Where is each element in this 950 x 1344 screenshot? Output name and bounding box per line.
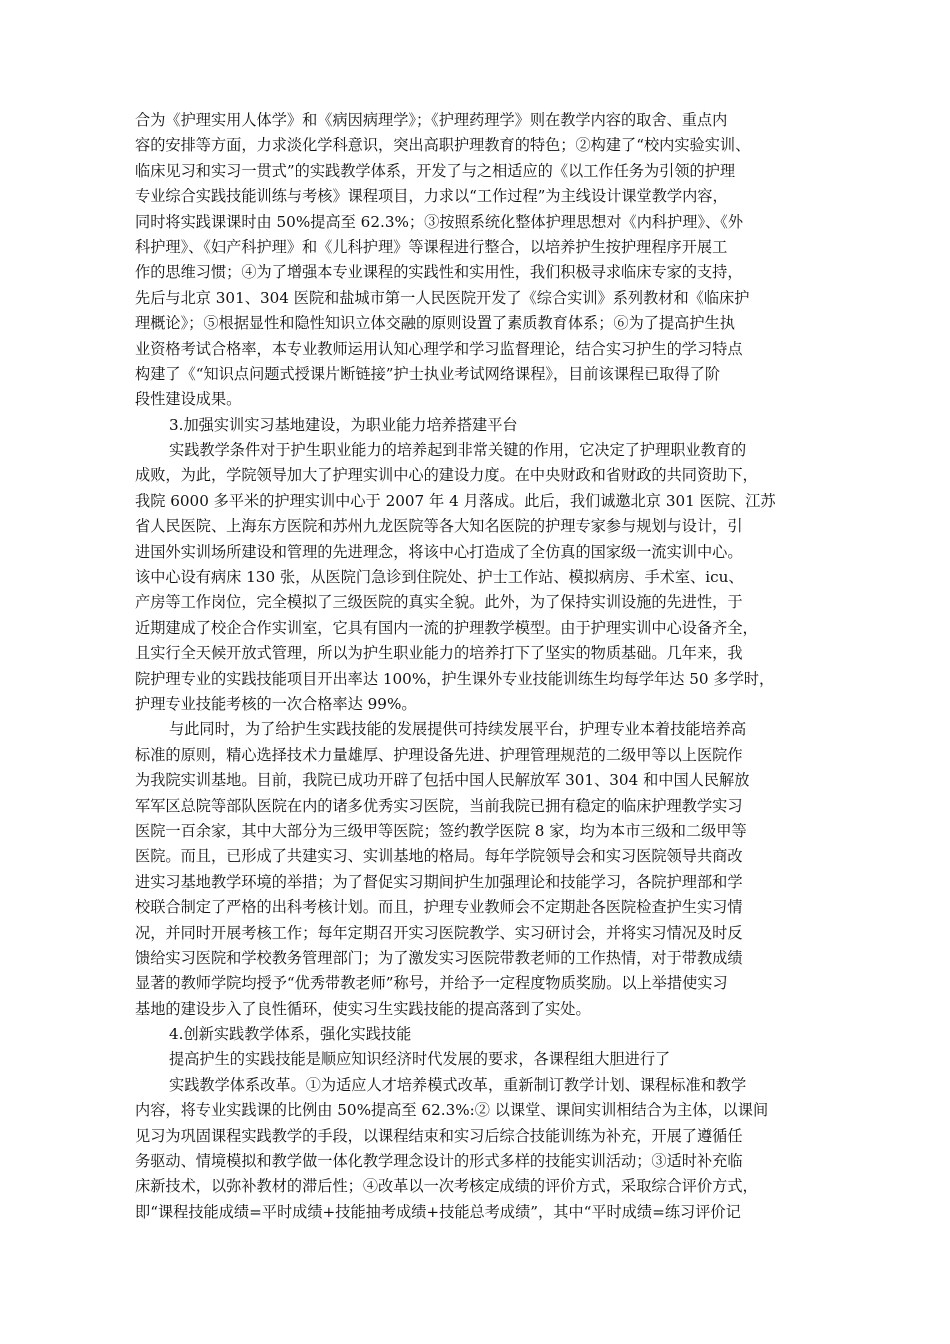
text-line: 校联合制定了严格的出科考核计划。而且，护理专业教师会不定期赴各医院检查护生实习情	[135, 898, 743, 917]
text-line: 标准的原则，精心选择技术力量雄厚、护理设备先进、护理管理规范的二级甲等以上医院作	[135, 745, 743, 764]
text-line: 近期建成了校企合作实训室，它具有国内一流的护理教学模型。由于护理实训中心设备齐全，	[135, 618, 758, 637]
text-line: 为我院实训基地。目前，我院已成功开辟了包括中国人民解放军 301、304 和中国人民解放	[135, 771, 750, 790]
body-text	[135, 108, 825, 1225]
text-line: 4.创新实践教学体系，强化实践技能	[169, 1025, 412, 1044]
text-line: 构建了《“知识点问题式授课片断链接”护士执业考试网络课程》，目前该课程已取得了阶	[135, 364, 721, 383]
text-line: 且实行全天候开放式管理，所以为护生职业能力的培养打下了坚实的物质基础。几年来，我	[135, 644, 743, 663]
text-line: 务驱动、情境模拟和教学做一体化教学理念设计的形式多样的技能实训活动；③适时补充临	[135, 1152, 743, 1171]
text-line: 产房等工作岗位，完全模拟了三级医院的真实全貌。此外，为了保持实训设施的先进性，于	[135, 593, 743, 612]
text-line: 我院 6000 多平米的护理实训中心于 2007 年 4 月落成。此后，我们诚邀北京 301 医院、江苏	[135, 491, 776, 510]
text-line: 业资格考试合格率，本专业教师运用认知心理学和学习监督理论，结合实习护生的学习特点	[135, 339, 743, 358]
text-line: 该中心设有病床 130 张，从医院门急诊到住院处、护士工作站、模拟病房、手术室、icu、	[135, 568, 744, 587]
text-line: 军军区总院等部队医院在内的诸多优秀实习医院，当前我院已拥有稳定的临床护理教学实习	[135, 796, 743, 815]
text-line: 显著的教师学院均授予“优秀带教老师”称号，并给予一定程度物质奖励。以上举措使实习	[135, 974, 728, 993]
text-line: 理概论》；⑤根据显性和隐性知识立体交融的原则设置了素质教育体系；⑥为了提高护生执	[135, 314, 735, 333]
text-line: 医院一百余家，其中大部分为三级甲等医院；签约教学医院 8 家，均为本市三级和二级甲等	[135, 821, 747, 840]
text-line: 容的安排等方面，力求淡化学科意识，突出高职护理教育的特色；②构建了“校内实验实训、	[135, 136, 751, 155]
text-line: 基地的建设步入了良性循环，使实习生实践技能的提高落到了实处。	[135, 999, 591, 1018]
text-line: 合为《护理实用人体学》和《病因病理学》；《护理药理学》则在教学内容的取舍、重点内	[135, 111, 728, 129]
text-line: 内容，将专业实践课的比例由 50%提高至 62.3%:② 以课堂、课间实训相结合为主体，以课间	[135, 1101, 769, 1120]
text-line: 成败，为此，学院领导加大了护理实训中心的建设力度。在中央财政和省财政的共同资助下，	[135, 466, 758, 485]
text-line: 床新技术，以弥补教材的滞后性；④改革以一次考核定成绩的评价方式，采取综合评价方式，	[135, 1177, 758, 1196]
text-line: 馈给实习医院和学校教务管理部门；为了激发实习医院带教老师的工作热情，对于带教成绩	[135, 948, 743, 967]
text-line: 进实习基地教学环境的举措；为了督促实习期间护生加强理论和技能学习，各院护理部和学	[135, 872, 743, 891]
text-line: 实践教学条件对于护生职业能力的培养起到非常关键的作用，它决定了护理职业教育的	[169, 441, 747, 460]
text-line: 医院。而且，已形成了共建实习、实训基地的格局。每年学院领导会和实习医院领导共商改	[135, 847, 743, 866]
text-line: 专业综合实践技能训练与考核》课程项目，力求以“工作过程”为主线设计课堂教学内容，	[135, 187, 728, 206]
text-line: 实践教学体系改革。①为适应人才培养模式改革，重新制订教学计划、课程标准和教学	[169, 1075, 747, 1094]
text-line: 进国外实训场所建设和管理的先进理念，将该中心打造成了全仿真的国家级一流实训中心。	[135, 542, 743, 561]
text-line: 3.加强实训实习基地建设，为职业能力培养搭建平台	[169, 415, 518, 434]
text-line: 科护理》、《妇产科护理》和《儿科护理》等课程进行整合，以培养护生按护理程序开展工	[135, 237, 728, 256]
text-line: 先后与北京 301、304 医院和盐城市第一人民医院开发了《综合实训》系列教材和《临床护	[135, 288, 750, 307]
text-line: 见习为巩固课程实践教学的手段，以课程结束和实习后综合技能训练为补充，开展了遵循任	[135, 1126, 743, 1145]
text-line: 段性建设成果。	[135, 390, 242, 409]
text-line: 院护理专业的实践技能项目开出率达 100%，护生课外专业技能训练生均每学年达 50 多学时，	[135, 669, 775, 688]
text-line: 同时将实践课课时由 50%提高至 62.3%；③按照系统化整体护理思想对《内科护理》、《外	[135, 212, 744, 231]
text-line: 即“课程技能成绩=平时成绩+技能抽考成绩+技能总考成绩”，其中“平时成绩=练习评价记	[135, 1202, 741, 1221]
text-line: 临床见习和实习一贯式”的实践教学体系，开发了与之相适应的《以工作任务为引领的护理	[135, 161, 736, 180]
text-line: 况，并同时开展考核工作；每年定期召开实习医院教学、实习研讨会，并将实习情况及时反	[135, 923, 743, 942]
text-line: 护理专业技能考核的一次合格率达 99%。	[135, 694, 417, 713]
text-line: 提高护生的实践技能是顺应知识经济时代发展的要求，各课程组大胆进行了	[169, 1050, 671, 1069]
text-line: 作的思维习惯；④为了增强本专业课程的实践性和实用性，我们积极寻求临床专家的支持，	[135, 263, 743, 282]
text-line: 省人民医院、上海东方医院和苏州九龙医院等各大知名医院的护理专家参与规划与设计，引	[135, 517, 743, 536]
text-line: 与此同时，为了给护生实践技能的发展提供可持续发展平台，护理专业本着技能培养高	[169, 720, 747, 739]
